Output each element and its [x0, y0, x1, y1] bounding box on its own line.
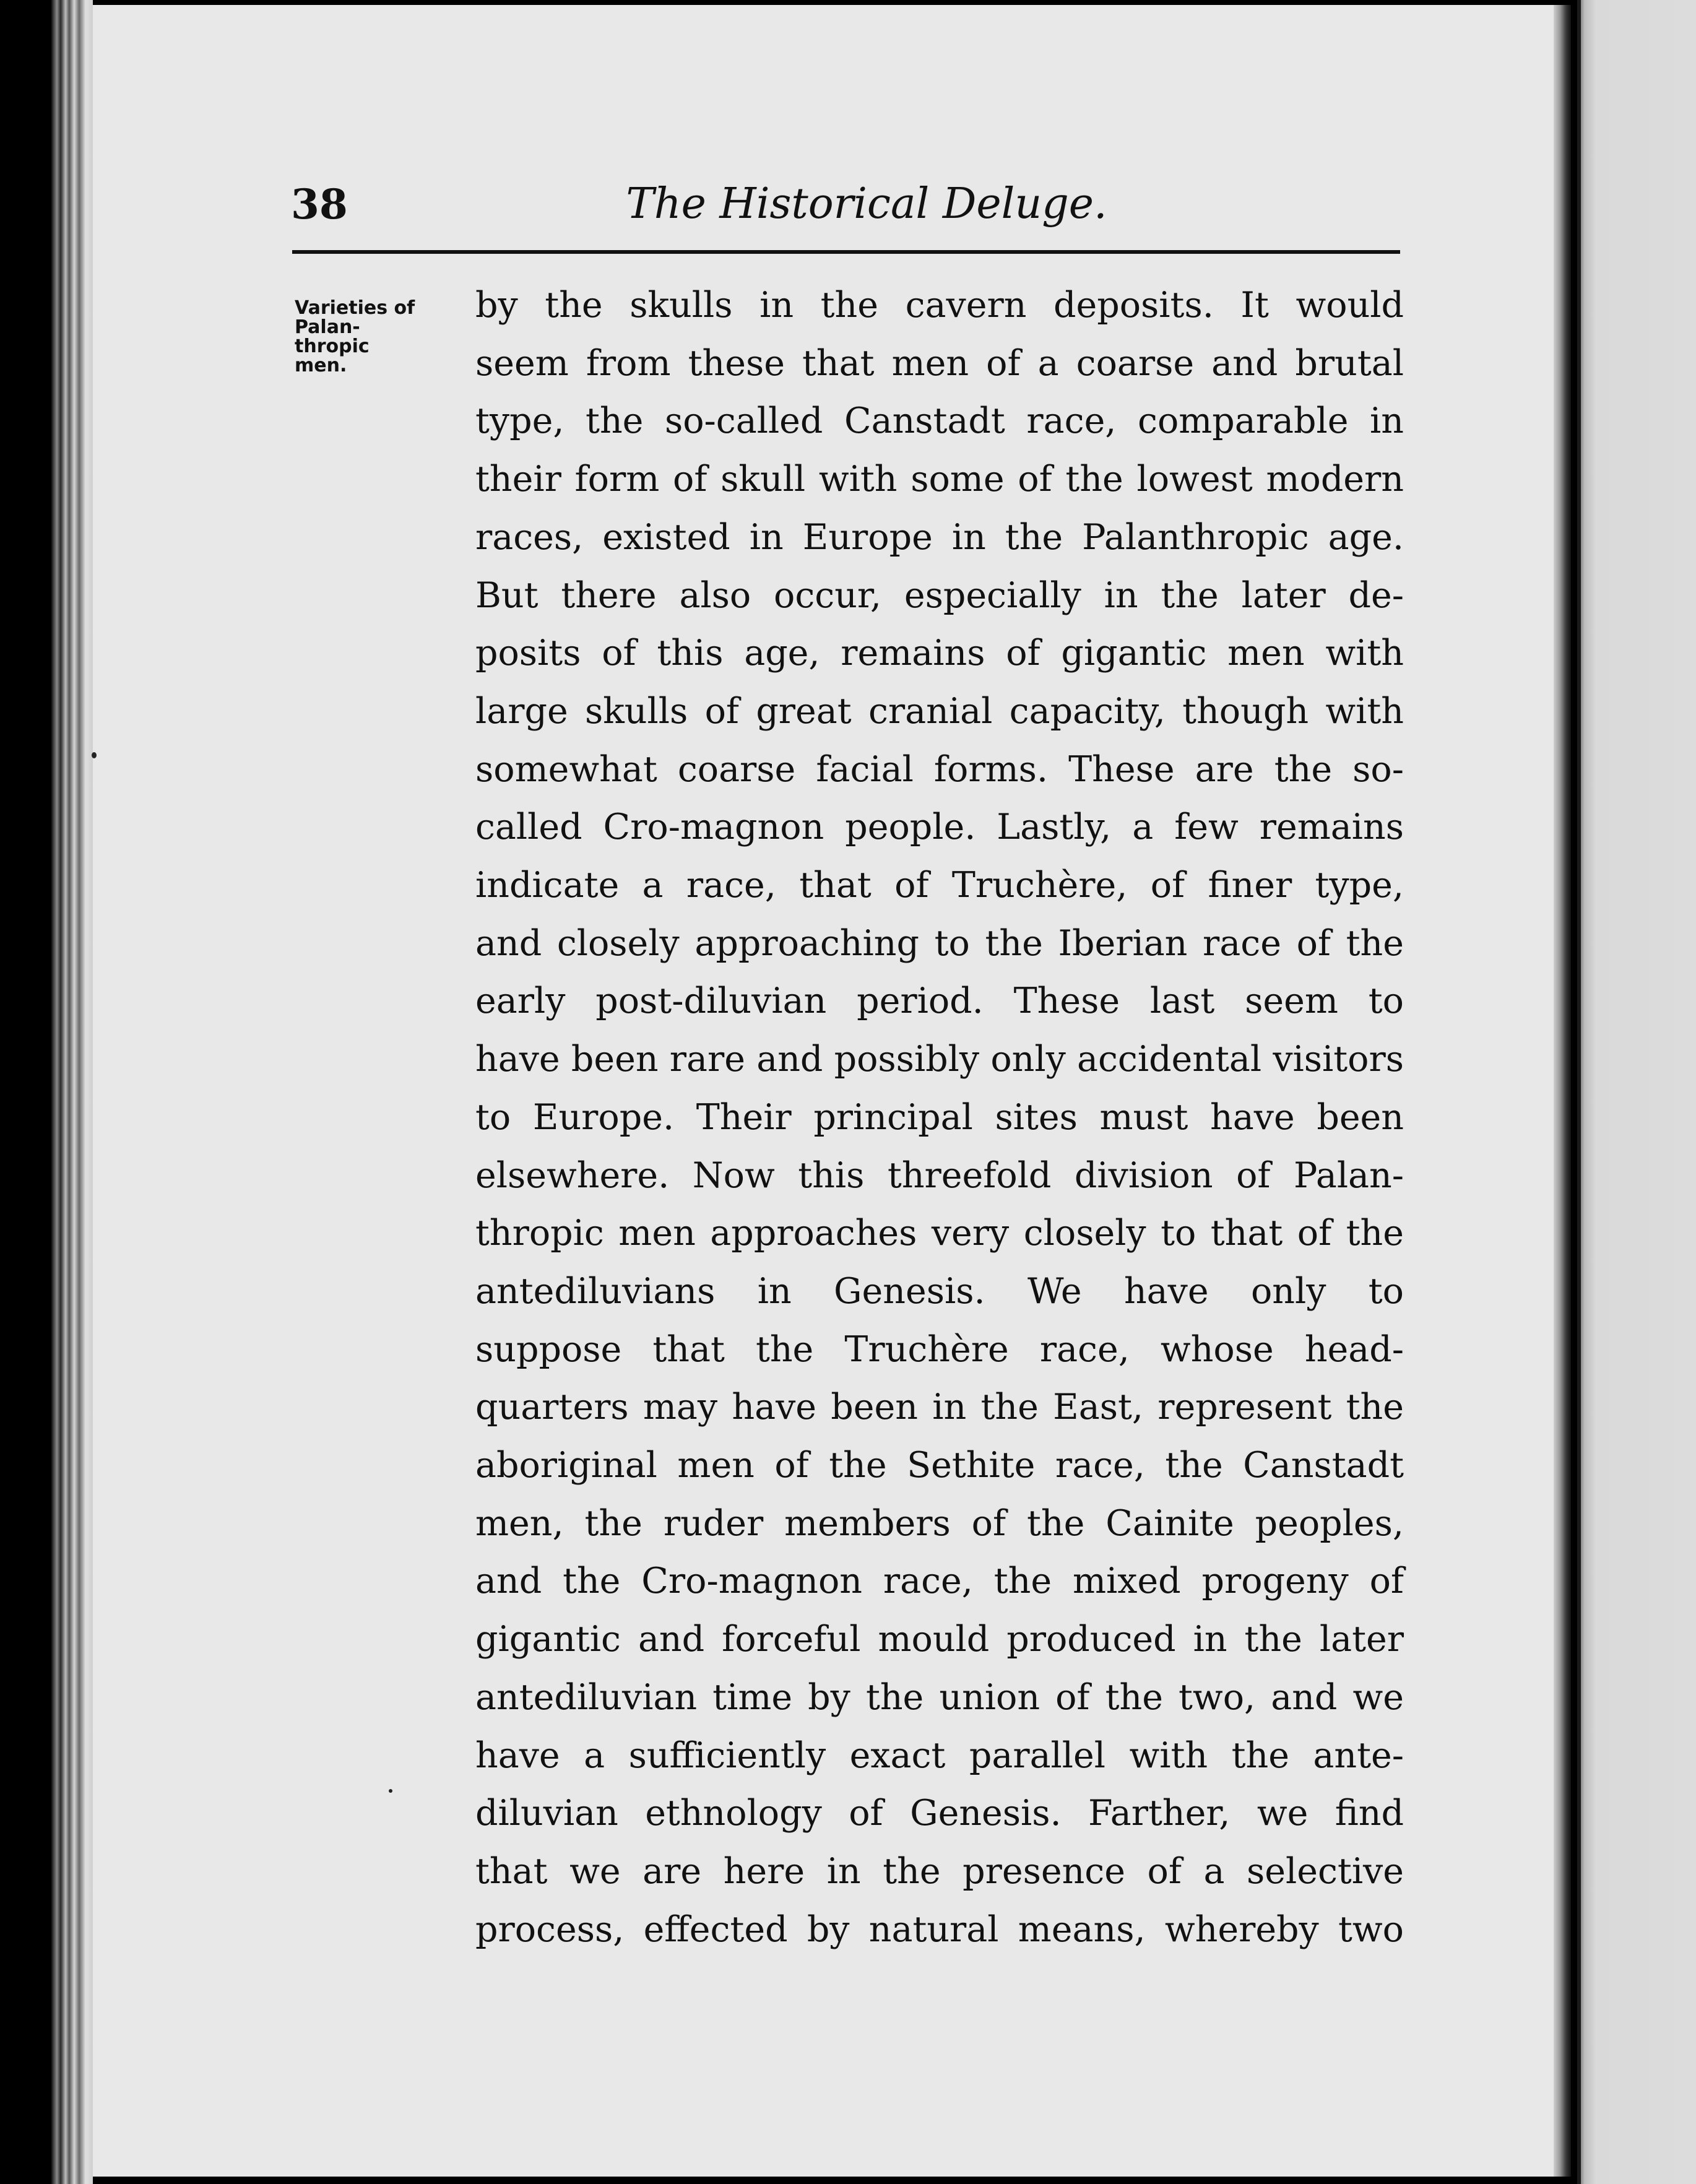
page-edge-right: [1554, 5, 1571, 2177]
text-line: to Europe. Their principal sites must have been: [475, 1096, 1404, 1138]
margin-note-line: men.: [295, 355, 347, 376]
text-line: men, the ruder members of the Cainite peoples,: [475, 1502, 1404, 1544]
margin-note-line: thropic: [295, 336, 370, 357]
book-binding-left: [0, 0, 93, 2184]
text-line: antediluvian time by the union of the two, and we: [475, 1676, 1404, 1718]
text-line: and the Cro-magnon race, the mixed progeny of: [475, 1561, 1404, 1602]
text-line: their form of skull with some of the lowest modern: [475, 459, 1404, 500]
text-line: by the skulls in the cavern deposits. It would: [475, 285, 1404, 326]
text-line: diluvian ethnology of Genesis. Farther, we find: [475, 1793, 1404, 1834]
text-line: posits of this age, remains of gigantic men with: [475, 633, 1404, 674]
text-line: have a sufficiently exact parallel with the ante-: [475, 1735, 1404, 1776]
text-line: indicate a race, that of Truchère, of finer type,: [475, 865, 1404, 906]
text-line: process, effected by natural means, whereby two: [475, 1909, 1404, 1950]
text-line: gigantic and forceful mould produced in the later: [475, 1619, 1404, 1660]
text-line: and closely approaching to the Iberian race of the: [475, 922, 1404, 964]
body-text: [475, 277, 1404, 1959]
print-speck: [389, 1789, 392, 1793]
next-page-edge: [1571, 0, 1696, 2184]
text-line: suppose that the Truchère race, whose head-: [475, 1328, 1404, 1370]
text-line: races, existed in Europe in the Palanthropic age.: [475, 516, 1404, 558]
text-line: have been rare and possibly only accidental visitors: [475, 1039, 1404, 1080]
text-line: quarters may have been in the East, represent the: [475, 1387, 1404, 1428]
text-line: early post-diluvian period. These last seem to: [475, 981, 1404, 1022]
text-line: large skulls of great cranial capacity, though with: [475, 690, 1404, 732]
header-rule: [292, 250, 1400, 254]
text-line: somewhat coarse facial forms. These are the so-: [475, 748, 1404, 790]
text-line: that we are here in the presence of a selective: [475, 1850, 1404, 1892]
text-line: But there also occur, especially in the later de-: [475, 574, 1404, 616]
page-title: The Historical Deluge.: [626, 180, 1107, 228]
text-line: type, the so-called Canstadt race, comparable in: [475, 401, 1404, 442]
print-speck: [92, 752, 97, 758]
text-line: thropic men approaches very closely to that of the: [475, 1213, 1404, 1254]
page-number: 38: [291, 180, 348, 228]
text-line: seem from these that men of a coarse and brutal: [475, 342, 1404, 384]
next-page-seam: [1577, 0, 1581, 2184]
margin-note-line: Varieties of: [295, 297, 415, 319]
text-line: antediluvians in Genesis. We have only to: [475, 1270, 1404, 1312]
running-head: [291, 176, 1405, 238]
margin-note: [295, 298, 456, 375]
margin-note-line: Palan-: [295, 316, 360, 338]
text-line: elsewhere. Now this threefold division of Palan-: [475, 1155, 1404, 1196]
text-line: called Cro-magnon people. Lastly, a few remains: [475, 807, 1404, 848]
text-line: aboriginal men of the Sethite race, the Canstadt: [475, 1445, 1404, 1486]
